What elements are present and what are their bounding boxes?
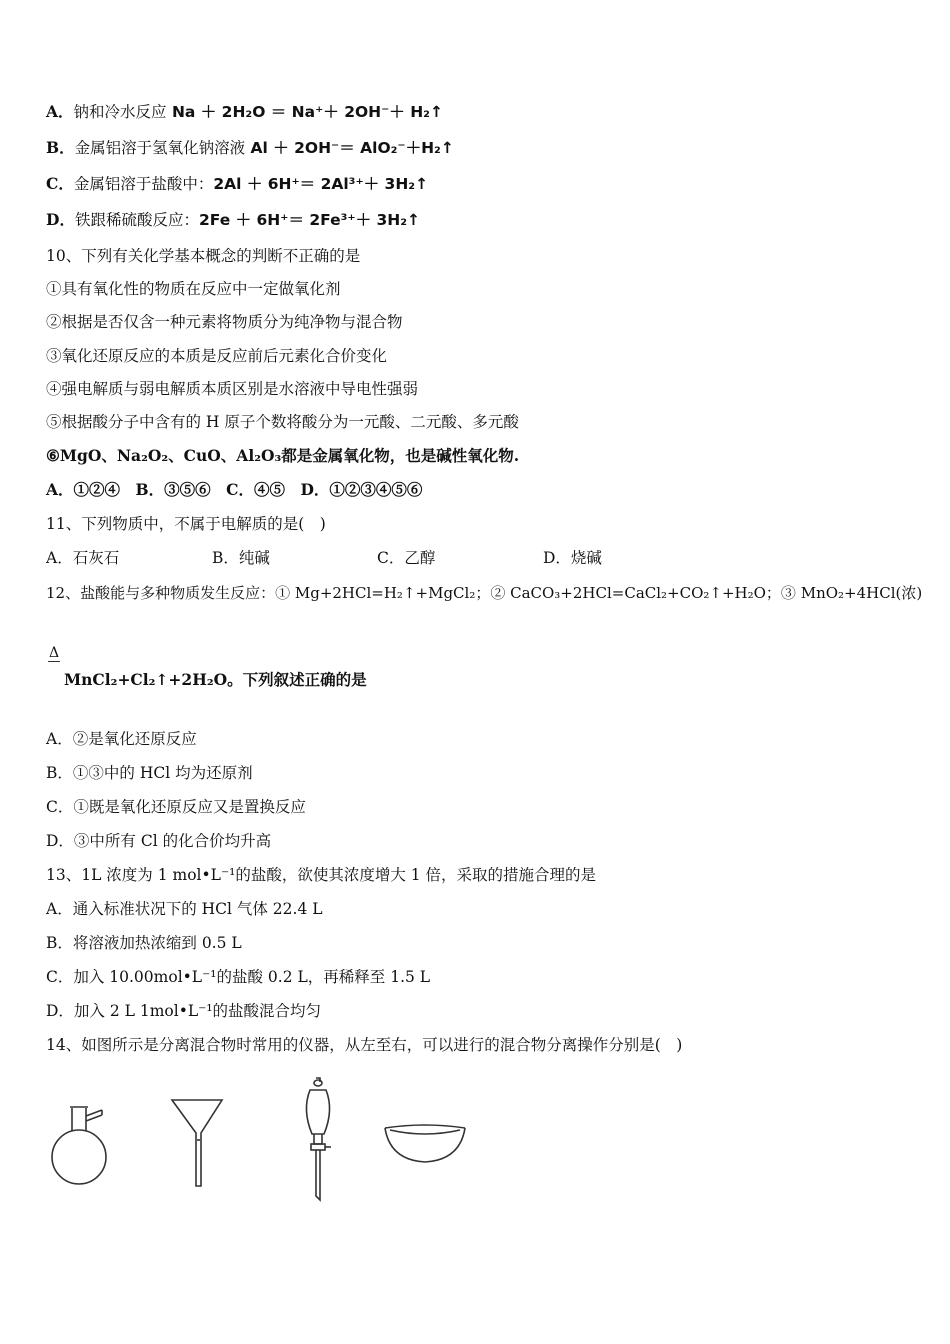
q9-option-a: [46, 101, 443, 123]
q9-option-a-stem: 钠和冷水反应: [73, 103, 167, 121]
q9-option-b-stem: 金属铝溶于氢氧化钠溶液: [74, 139, 246, 157]
q12-stem: 12、盐酸能与多种物质发生反应：① Mg+2HCl=H₂↑+MgCl₂；② CaCO₃+2HCl=CaCl₂+CO₂↑+H₂O；③ MnO₂+4HCl(浓): [46, 584, 923, 602]
q11-option-a: A．石灰石: [46, 549, 120, 567]
q10-item-4: ④强电解质与弱电解质本质区别是水溶液中导电性强弱: [46, 380, 419, 398]
q12-option-c: C．①既是氧化还原反应又是置换反应: [46, 798, 306, 816]
q12-option-b: B．①③中的 HCl 均为还原剂: [46, 764, 253, 782]
q9-option-c-stem: 金属铝溶于盐酸中：: [73, 175, 214, 193]
q9-option-b: [46, 137, 454, 159]
q14-stem: 14、如图所示是分离混合物时常用的仪器，从左至右，可以进行的混合物分离操作分别是( ): [46, 1036, 683, 1054]
distillation-flask-icon: [52, 1107, 106, 1184]
separation-apparatus-figure: [40, 1070, 480, 1210]
q9-option-a-equation: Na ＋ 2H₂O ＝ Na⁺＋ 2OH⁻＋ H₂↑: [166, 103, 443, 121]
q11-option-d: D．烧碱: [543, 549, 602, 567]
q10-item-3: ③氧化还原反应的本质是反应前后元素化合价变化: [46, 347, 388, 365]
q12-stem-continued: MnCl₂+Cl₂↑+2H₂O。下列叙述正确的是: [64, 670, 367, 689]
q13-stem: 13、1L 浓度为 1 mol•L⁻¹的盐酸，欲使其浓度增大 1 倍，采取的措施合理的是: [46, 866, 597, 884]
q10-item-6: ⑥MgO、Na₂O₂、CuO、Al₂O₃都是金属氧化物，也是碱性氧化物.: [46, 446, 520, 465]
q10-options: A．①②④ B．③⑤⑥ C．④⑤ D．①②③④⑤⑥: [46, 480, 423, 499]
q12-option-a: A．②是氧化还原反应: [46, 730, 197, 748]
q13-option-c: C．加入 10.00mol•L⁻¹的盐酸 0.2 L，再稀释至 1.5 L: [46, 968, 431, 986]
q9-option-d: [46, 209, 420, 231]
q10-item-2: ②根据是否仅含一种元素将物质分为纯净物与混合物: [46, 313, 403, 331]
evaporating-dish-icon: [385, 1125, 465, 1162]
q9-option-b-equation: Al ＋ 2OH⁻＝ AlO₂⁻＋H₂↑: [245, 139, 454, 157]
q11-stem: 11、下列物质中，不属于电解质的是( ): [46, 515, 326, 533]
q11-option-b: B．纯碱: [212, 549, 270, 567]
reaction-condition-delta: Δ: [49, 645, 60, 661]
q9-option-d-equation: 2Fe ＋ 6H⁺＝ 2Fe³⁺＋ 3H₂↑: [198, 211, 421, 229]
separatory-funnel-icon: [306, 1078, 331, 1200]
q9-option-c-label: C．: [46, 174, 74, 193]
q9-option-c-equation: 2Al ＋ 6H⁺＝ 2Al³⁺＋ 3H₂↑: [213, 175, 429, 193]
q11-option-c: C．乙醇: [377, 549, 436, 567]
q13-option-b: B．将溶液加热浓缩到 0.5 L: [46, 934, 242, 952]
q9-option-d-stem: 铁跟稀硫酸反应：: [74, 211, 199, 229]
q12-option-d: D．③中所有 Cl 的化合价均升高: [46, 832, 272, 850]
q13-option-d: D．加入 2 L 1mol•L⁻¹的盐酸混合均匀: [46, 1002, 322, 1020]
q10-item-5: ⑤根据酸分子中含有的 H 原子个数将酸分为一元酸、二元酸、多元酸: [46, 413, 519, 431]
q9-option-d-label: D．: [46, 210, 75, 229]
q13-option-a: A．通入标准状况下的 HCl 气体 22.4 L: [46, 900, 323, 918]
q9-option-b-label: B．: [46, 138, 75, 157]
q9-option-c: [46, 173, 428, 195]
funnel-icon: [172, 1100, 222, 1186]
q10-item-1: ①具有氧化性的物质在反应中一定做氧化剂: [46, 280, 341, 298]
q9-option-a-label: A．: [46, 102, 74, 121]
q10-stem: 10、下列有关化学基本概念的判断不正确的是: [46, 247, 361, 265]
